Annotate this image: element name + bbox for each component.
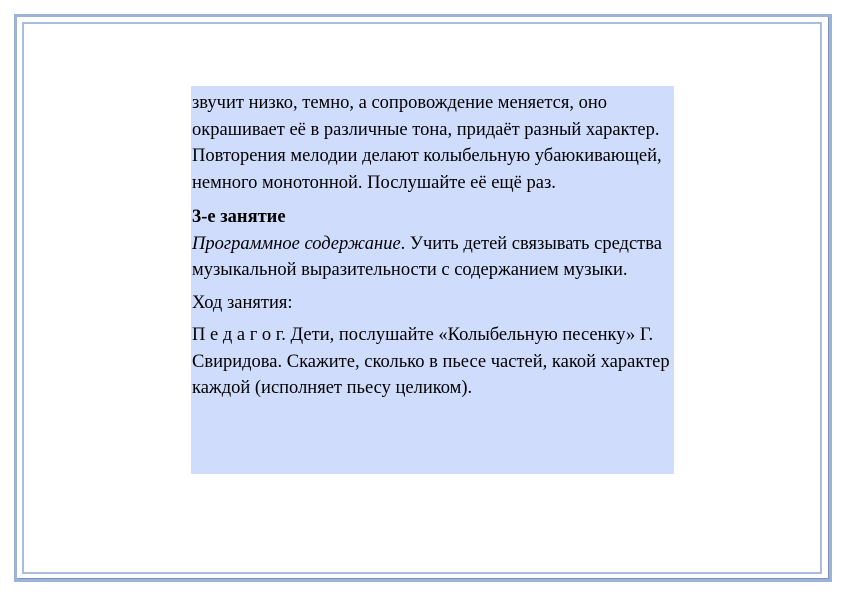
text-box (191, 86, 674, 474)
program-text: . Учить детей связывать средства музыкальной выразительности с содержанием музыки. (192, 233, 662, 280)
program-paragraph (192, 231, 673, 284)
lesson-heading: 3-е занятие (192, 207, 286, 227)
teacher-paragraph (192, 322, 673, 402)
program-label: Программное содержание (192, 233, 401, 254)
teacher-text: Дети, послушайте «Колыбельную песенку» Г. Свиридова. Скажите, сколько в пьесе частей, какой характер каждой (исполняет пьесу целиком). (192, 325, 670, 398)
paragraph-intro: звучит низко, темно, а сопровождение меняется, оно окрашивает её в различные тона, придаёт разный характер. Повторения мелодии делают колыбельную убаюкивающей, немного монотонной. Послушайте её ещё раз. (192, 93, 662, 193)
teacher-label: П е д а г о г. (192, 325, 286, 345)
lesson-course: Ход занятия: (192, 292, 293, 313)
